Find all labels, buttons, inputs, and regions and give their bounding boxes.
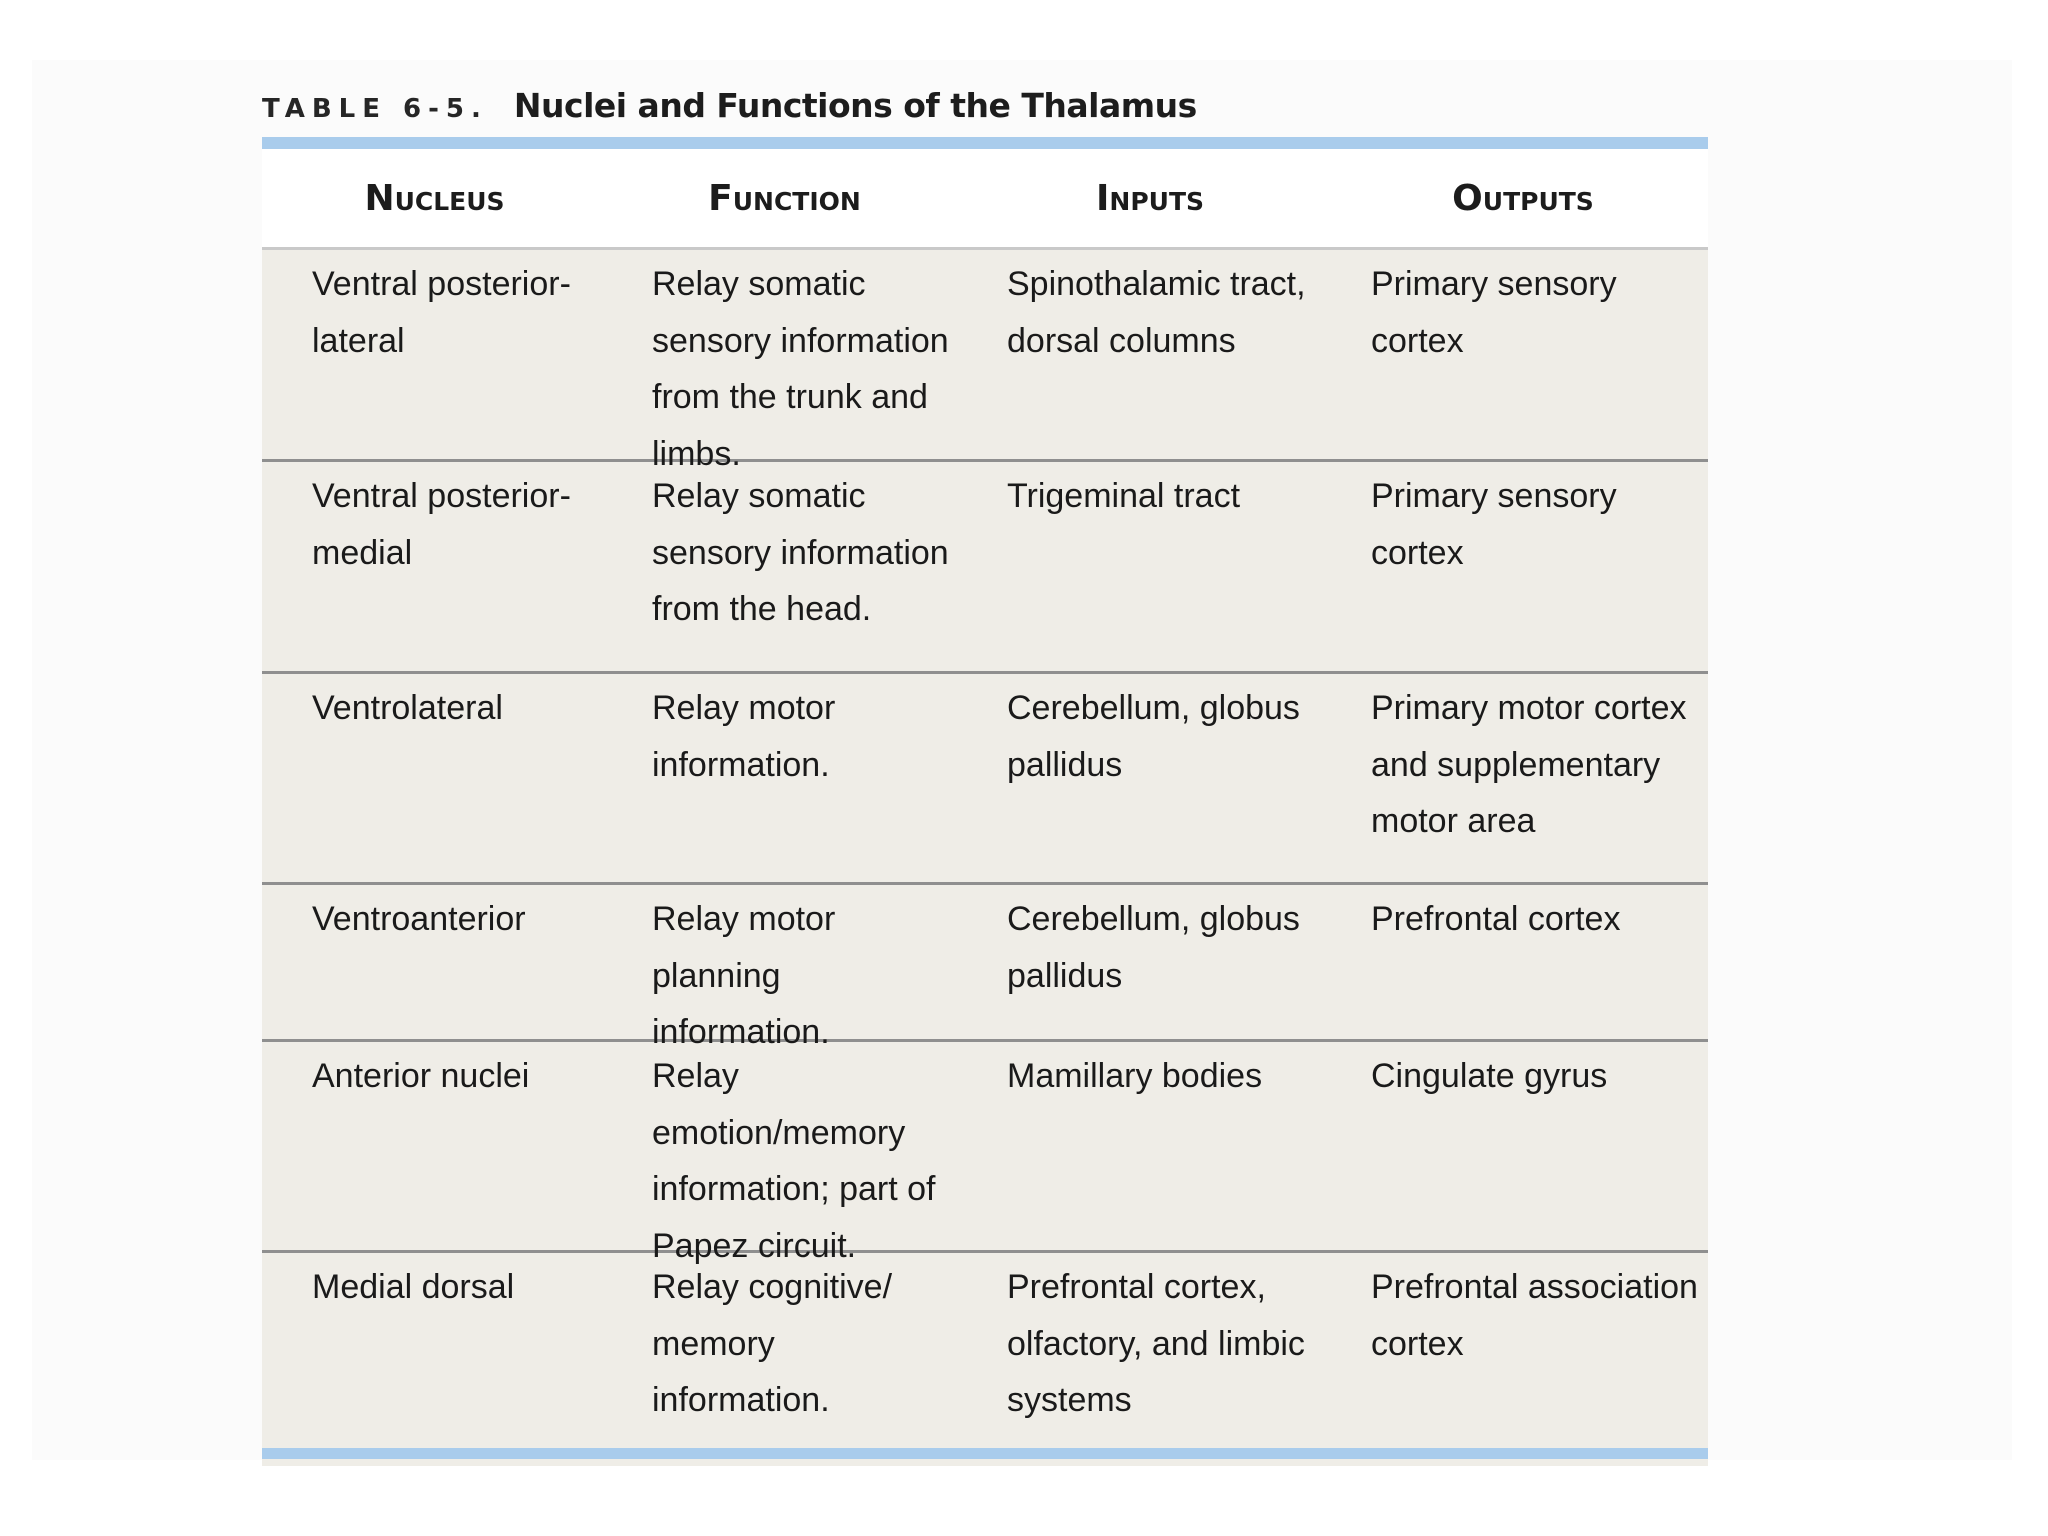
cell-inputs: Mamillary bodies — [1007, 1057, 1263, 1095]
cell-nucleus: Ventrolateral — [312, 689, 503, 727]
cell-function: Relay cognitive/ memory information. — [652, 1268, 893, 1419]
cell-inputs: Prefrontal cortex, olfactory, and limbic systems — [1007, 1268, 1305, 1419]
table-row — [262, 462, 1708, 674]
cell-function: Relay somatic sensory information from the trunk and limbs. — [652, 265, 949, 473]
cell-outputs: Cingulate gyrus — [1371, 1057, 1608, 1095]
table-row — [262, 885, 1708, 1051]
top-rule — [262, 137, 1708, 149]
cell-function: Relay motor information. — [652, 689, 836, 784]
cell-outputs: Primary sensory cortex — [1371, 477, 1617, 572]
cell-nucleus: Ventral posterior-lateral — [312, 265, 571, 360]
table-row — [262, 250, 1708, 473]
cell-nucleus: Ventroanterior — [312, 900, 526, 938]
cell-outputs: Prefrontal cortex — [1371, 900, 1621, 938]
cell-inputs: Cerebellum, globus pallidus — [1007, 900, 1300, 995]
cell-nucleus: Ventral posterior-medial — [312, 477, 571, 572]
cell-outputs: Prefrontal association cortex — [1371, 1268, 1698, 1363]
cell-nucleus: Anterior nuclei — [312, 1057, 530, 1095]
table-row — [262, 1253, 1708, 1466]
header-nucleus: Nucleus — [364, 177, 505, 219]
thalamus-table — [262, 149, 1708, 1466]
cell-function: Relay motor planning information. — [652, 900, 836, 1051]
table-label: TABLE 6-5. — [262, 94, 488, 124]
cell-nucleus: Medial dorsal — [312, 1268, 515, 1306]
table-caption — [262, 86, 1197, 126]
bottom-rule — [262, 1448, 1708, 1459]
cell-function: Relay emotion/memory information; part of Papez circuit. — [652, 1057, 936, 1265]
cell-outputs: Primary sensory cortex — [1371, 265, 1617, 360]
table-row — [262, 674, 1708, 885]
cell-inputs: Cerebellum, globus pallidus — [1007, 689, 1300, 784]
cell-function: Relay somatic sensory information from the head. — [652, 477, 949, 628]
cell-inputs: Spinothalamic tract, dorsal columns — [1007, 265, 1306, 360]
header-outputs: Outputs — [1452, 177, 1594, 219]
cell-outputs: Primary motor cortex and supplementary motor area — [1371, 689, 1687, 840]
table-row — [262, 1042, 1708, 1265]
header-function: Function — [708, 177, 861, 219]
table-header-row — [262, 149, 1708, 250]
table-title: Nuclei and Functions of the Thalamus — [513, 86, 1197, 125]
cell-inputs: Trigeminal tract — [1007, 477, 1241, 515]
table-body — [262, 250, 1708, 1466]
header-inputs: Inputs — [1096, 177, 1204, 219]
